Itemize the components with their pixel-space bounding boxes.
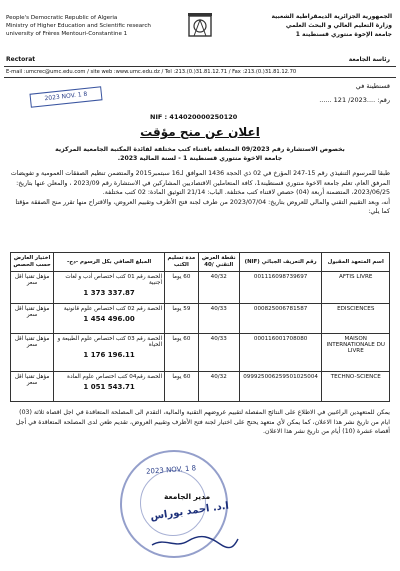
footer-text: يمكن للمتعهدين الراغبين في الاطلاع على النتائج المفصلة لتقييم عروضهم التقنية والمالية، التقدم الى المصلحة المتعاقدة في اجل اقصاه ثلاثة (03) ايام من تاريخ نشر هذا الاعلان، كما يمكن لأي متعهد يحتج على اختيار لجنة فتح الأظرف وتقييم العروض، تقديم طعن لدى المصلحة المتعاقدة في أجل أقصاه عشرة (10) أيام من تاريخ نشر هذا الاعلان. xyxy=(15,409,390,435)
lot-amount: 1 454 496.00 xyxy=(83,315,135,323)
cell-bidder: EDISCIENCES xyxy=(322,304,390,334)
table-row xyxy=(11,304,390,334)
nif: NIF : 414020000250120 xyxy=(150,113,238,121)
cell-choice: مؤهل تقنيا اقل سعر xyxy=(11,304,54,334)
header-ar xyxy=(242,12,392,39)
table-header-row xyxy=(11,253,390,272)
award-table xyxy=(10,252,390,402)
col-header: مدة تسليم الكتب xyxy=(165,253,199,272)
header-fr-line: Ministry of Higher Education and Scientific research xyxy=(6,23,151,29)
cell-lot xyxy=(54,334,165,372)
table-row xyxy=(11,272,390,304)
lot-amount: 1 051 543.71 xyxy=(83,383,135,391)
lot-label: الحصة رقم04 كتب اختصاص علوم المادة xyxy=(67,374,163,380)
cell-score: 40/33 xyxy=(198,304,239,334)
table-row xyxy=(11,372,390,402)
cell-lot xyxy=(54,372,165,402)
body-text xyxy=(10,169,390,217)
cell-nif: 000825006781587 xyxy=(239,304,322,334)
cell-bidder: AFTIS LIVRE xyxy=(322,272,390,304)
rectorat-ar: رئاسة الجامعة xyxy=(348,56,390,63)
lot-label: الحصة رقم 02 كتب اختصاص علوم قانونية xyxy=(63,306,163,312)
date-stamp: 2023 NOV. 1 8 xyxy=(29,86,102,107)
header-fr-line: university of Frères Mentouri-Constantine 1 xyxy=(6,31,128,37)
cell-nif: 000116001708080 xyxy=(239,334,322,372)
cell-score: 40/32 xyxy=(198,372,239,402)
header-ar-line: جامعة الإخوة منتوري قسنطينة 1 xyxy=(295,31,392,38)
col-header: المبلغ الصافي بكل الرسوم -دج- xyxy=(54,253,165,272)
cell-lot xyxy=(54,304,165,334)
university-logo-icon xyxy=(186,10,214,42)
contact-line: E-mail :umcrec@umc.edu.com / site web :www.umc.edu.dz / Tel :213.(0.)31.81.12.71 / Fax :213.(0.)31.81.12.70 xyxy=(6,69,297,75)
cell-choice: مؤهل تقنيا اقل سعر xyxy=(11,272,54,304)
cell-delay: 60 يوما xyxy=(165,272,199,304)
subtitle-line: جامعة الاخوة منتوري قسنطينة 1 - لسنة المالية 2023. xyxy=(117,155,283,162)
col-header: نقطة العرض التقني /40 xyxy=(198,253,239,272)
table-row xyxy=(11,334,390,372)
cell-delay: 59 يوما xyxy=(165,304,199,334)
lot-amount: 1 373 337.87 xyxy=(83,289,135,297)
cell-choice: مؤهل تقنيا اقل سعر xyxy=(11,334,54,372)
header-fr xyxy=(6,14,176,38)
reference-number: رقم: ....2023/ 121 ...... xyxy=(319,96,390,104)
col-header: اختيار العارض حسب الحصص xyxy=(11,253,54,272)
round-seal-inner xyxy=(140,470,206,536)
cell-delay: 60 يوما xyxy=(165,372,199,402)
divider xyxy=(4,66,396,67)
lot-amount: 1 176 196.11 xyxy=(83,351,135,359)
signature-date-stamp: 2023 NOV. 1 8 xyxy=(145,464,197,476)
signature-scribble-icon xyxy=(150,535,240,549)
col-header: رقم التعريف الجبائي (NIF) xyxy=(239,253,322,272)
signer-title: مدير الجامعة xyxy=(164,492,211,501)
cell-score: 40/32 xyxy=(198,272,239,304)
cell-choice: مؤهل تقنيا اقل سعر xyxy=(11,372,54,402)
cell-bidder: TECHNO-SCIENCE xyxy=(322,372,390,402)
cell-score: 40/33 xyxy=(198,334,239,372)
page-title: اعلان عن منح مؤقت xyxy=(140,125,260,139)
cell-nif: 001116098739697 xyxy=(239,272,322,304)
lot-label: الحصة رقم 03 كتب اختصاص علوم الطبيعة و الحياة xyxy=(57,336,163,348)
signer-name: ا.د. احمد بوراس xyxy=(149,500,230,523)
rectorat-fr: Rectorat xyxy=(6,56,36,63)
cell-lot xyxy=(54,272,165,304)
header-ar-line: الجمهورية الجزائرية الديمقراطية الشعبية xyxy=(271,13,392,20)
subtitle-line: بخصوص الاستشارة رقم 09/2023 المتعلقة باقتناء كتب مختلفة لفائدة المكتبة الجامعية المركزية xyxy=(55,146,345,153)
date-label: قسنطينة في xyxy=(355,82,390,90)
lot-label: الحصة رقم 01 كتب اختصاص أدب و لغات أجنبية xyxy=(65,274,163,286)
header-ar-line: وزارة التعليم العالي و البحث العلمي xyxy=(285,22,392,29)
cell-bidder: MAISON INTERNATIONALE DU LIVRE xyxy=(322,334,390,372)
header-fr-line: People's Democratic Republic of Algeria xyxy=(6,15,118,21)
body-paragraph: أنه، وبعد التقييم التقني والمالي للعروض بتاريخ: 2023/07/04 من طرف لجنة فتح الأظرف وتقييم العروض، والاقتراح منها تقرر منح الصفقة مؤقتا كما يلي: xyxy=(15,198,390,215)
col-header: اسم المتعهد المقبول xyxy=(322,253,390,272)
body-paragraph: طبقا للمرسوم التنفيذي رقم 15-247 المؤرخ في 02 ذي الحجة 1436 الموافق لـ16 سبتمبر2015 والمتضمن تنظيم الصفقات العمومية و تفويضات المرفق العام، تعلم جامعة الاخوة منتوري قسنطينة1، كافة المتعاملين الاقتصاديين المشاركين في الاستشارة رقم 2023/09 ، والمعلن عنها بتاريخ: 2023/06/25، المتضمنة أربعة (04) حصص لاقتناء كتب مختلفة. الباب: 21/14 التوثيق المادة: 02 كتب مختلفة. xyxy=(10,170,390,196)
cell-nif: 099925006259501025004 xyxy=(239,372,322,402)
divider xyxy=(4,77,396,78)
subtitle xyxy=(30,145,370,163)
cell-delay: 60 يوما xyxy=(165,334,199,372)
